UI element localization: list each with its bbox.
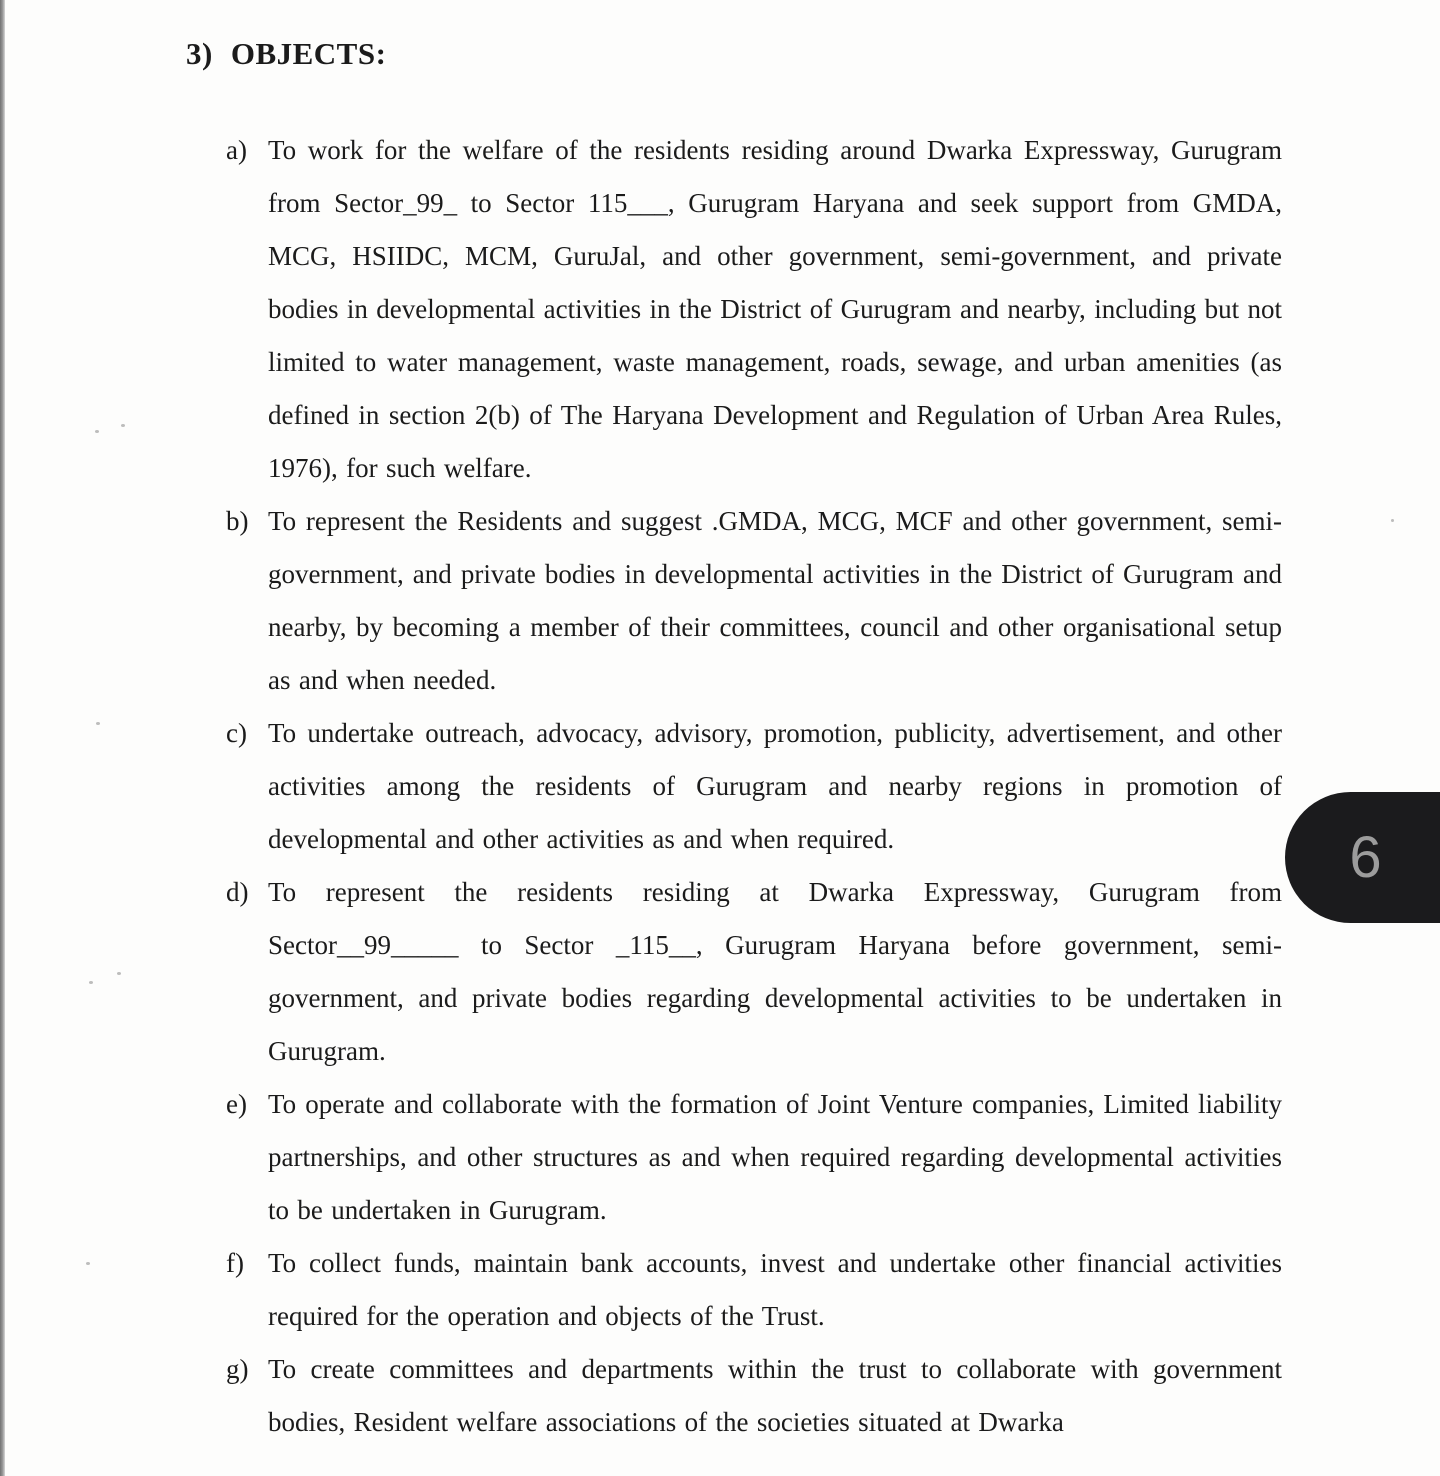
object-item-text: To operate and collaborate with the formation of Joint Venture companies, Limited liability partnerships, and other structures as and when required regarding developmental activities to be undertaken in Gurugram. [268,1089,1282,1225]
object-item-label: g) [226,1354,249,1384]
page-number: 6 [1349,825,1382,890]
object-item-text: To create committees and departments within the trust to collaborate with government bodies, Resident welfare associations of the societies situated at Dwarka [268,1354,1282,1437]
section-heading [186,36,386,72]
scan-speck [1391,519,1394,522]
scan-speck [117,972,121,975]
object-item-e [0,1078,1310,1237]
object-item-label: e) [226,1089,247,1119]
object-item-label: a) [226,135,247,165]
scan-speck [95,430,99,433]
page-number-badge [1285,792,1440,923]
object-item-label: d) [226,877,249,907]
object-item-f [0,1237,1310,1343]
object-item-c [0,707,1310,866]
scan-speck [89,981,93,984]
section-title: OBJECTS: [230,36,387,71]
object-item-b [0,495,1310,707]
objects-list [0,124,1310,1449]
object-item-text: To undertake outreach, advocacy, advisory, promotion, publicity, advertisement, and other activities among the residents of Gurugram and nearby regions in promotion of developmental and other activities as and when required. [268,718,1282,854]
object-item-d [0,866,1310,1078]
object-item-g [0,1343,1310,1449]
object-item-label: b) [226,506,249,536]
scan-speck [86,1262,90,1265]
object-item-text: To represent the Residents and suggest .GMDA, MCG, MCF and other government, semi-government, and private bodies in developmental activities in the District of Gurugram and nearby, by becoming a member of their committees, council and other organisational setup as and when needed. [268,506,1282,695]
object-item-text: To work for the welfare of the residents residing around Dwarka Expressway, Gurugram from Sector_99_ to Sector 115___, Gurugram Haryana and seek support from GMDA, MCG, HSIIDC, MCM, GuruJal, and other government, semi-government, and private bodies in developmental activities in the District of Gurugram and nearby, including but not limited to water management, waste management, roads, sewage, and urban amenities (as defined in section 2(b) of The Haryana Development and Regulation of Urban Area Rules, 1976), for such welfare. [268,135,1282,483]
scan-speck [121,424,125,427]
object-item-text: To represent the residents residing at Dwarka Expressway, Gurugram from Sector__99_____ to Sector _115__, Gurugram Haryana before government, semi-government, and private bodies regarding developmental activities to be undertaken in Gurugram. [268,877,1282,1066]
object-item-label: f) [226,1248,244,1278]
section-number: 3) [186,36,213,71]
object-item-label: c) [226,718,247,748]
object-item-text: To collect funds, maintain bank accounts, invest and undertake other financial activities required for the operation and objects of the Trust. [268,1248,1282,1331]
scan-speck [96,722,100,725]
object-item-a [0,124,1310,495]
